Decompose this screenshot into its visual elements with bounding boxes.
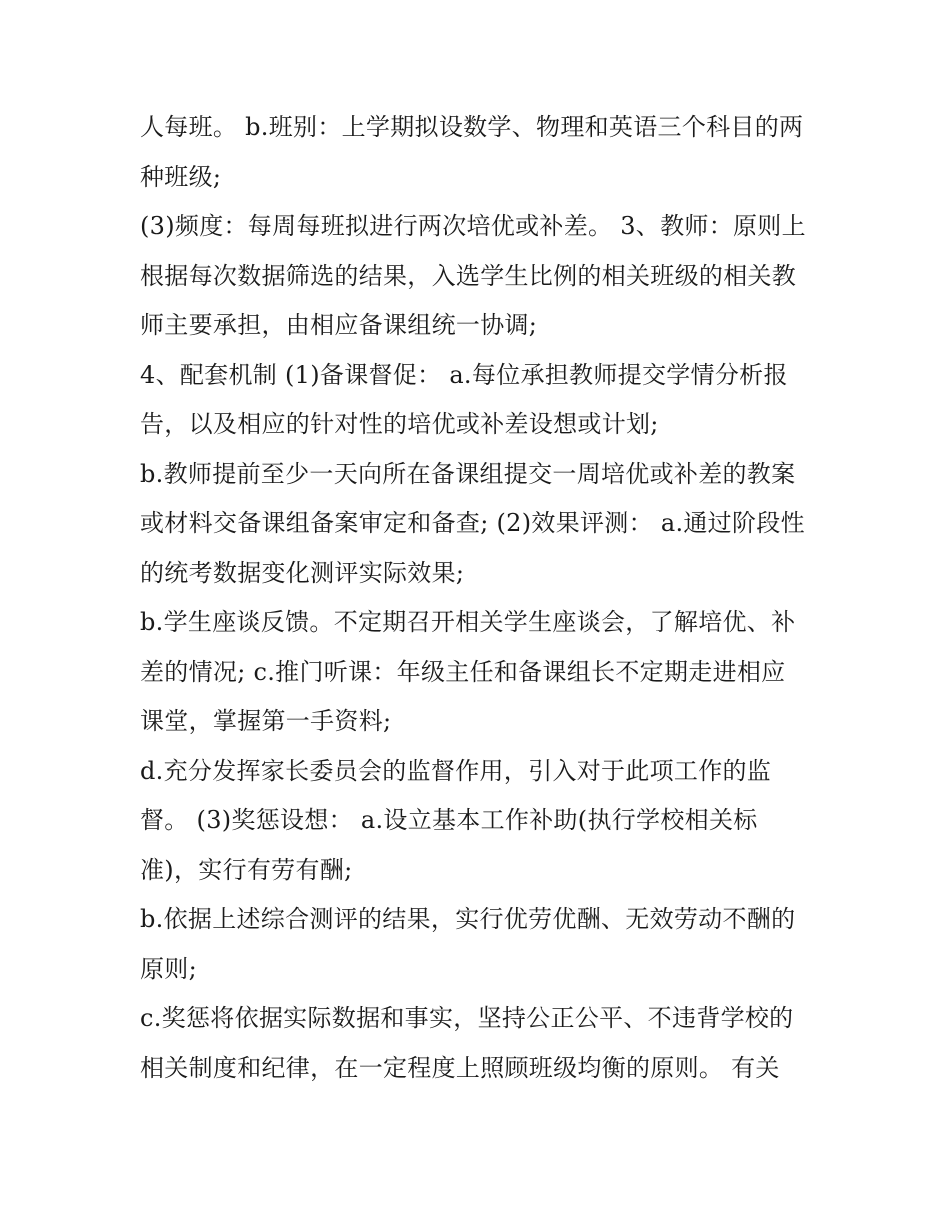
- text-line: 人每班。 b.班别：上学期拟设数学、物理和英语三个科目的两: [140, 113, 804, 141]
- text-line: 根据每次数据筛选的结果，入选学生比例的相关班级的相关教: [140, 261, 797, 290]
- text-line: 告，以及相应的针对性的培优或补差设想或计划;: [140, 410, 659, 438]
- text-line: c.奖惩将依据实际数据和事实，坚持公正公平、不违背学校的: [140, 1004, 794, 1032]
- text-line: d.充分发挥家长委员会的监督作用，引入对于此项工作的监: [140, 756, 772, 785]
- text-line: 相关制度和纪律，在一定程度上照顾班级均衡的原则。 有关: [140, 1053, 780, 1082]
- text-line: 准)，实行有劳有酬;: [140, 855, 353, 884]
- text-line: 差的情况; c.推门听课：年级主任和备课组长不定期走进相应: [140, 657, 786, 686]
- text-line: 或材料交备课组备案审定和备查; (2)效果评测： a.通过阶段性: [140, 509, 805, 537]
- text-line: b.依据上述综合测评的结果，实行优劳优酬、无效劳动不酬的: [140, 905, 796, 933]
- text-line: 督。 (3)奖惩设想： a.设立基本工作补助(执行学校相关标: [140, 806, 758, 834]
- text-line: 的统考数据变化测评实际效果;: [140, 558, 465, 587]
- text-line: (3)频度：每周每班拟进行两次培优或补差。 3、教师：原则上: [140, 212, 806, 240]
- text-line: 4、配套机制 (1)备课督促： a.每位承担教师提交学情分析报: [140, 360, 788, 389]
- text-line: 种班级;: [140, 162, 222, 191]
- text-line: b.学生座谈反馈。不定期召开相关学生座谈会，了解培优、补: [140, 608, 796, 636]
- text-line: 课堂，掌握第一手资料;: [140, 707, 392, 735]
- document-body: [140, 103, 820, 1093]
- text-line: 师主要承担，由相应备课组统一协调;: [140, 311, 538, 339]
- text-line: b.教师提前至少一天向所在备课组提交一周培优或补差的教案: [140, 459, 796, 488]
- text-line: 原则;: [140, 954, 197, 983]
